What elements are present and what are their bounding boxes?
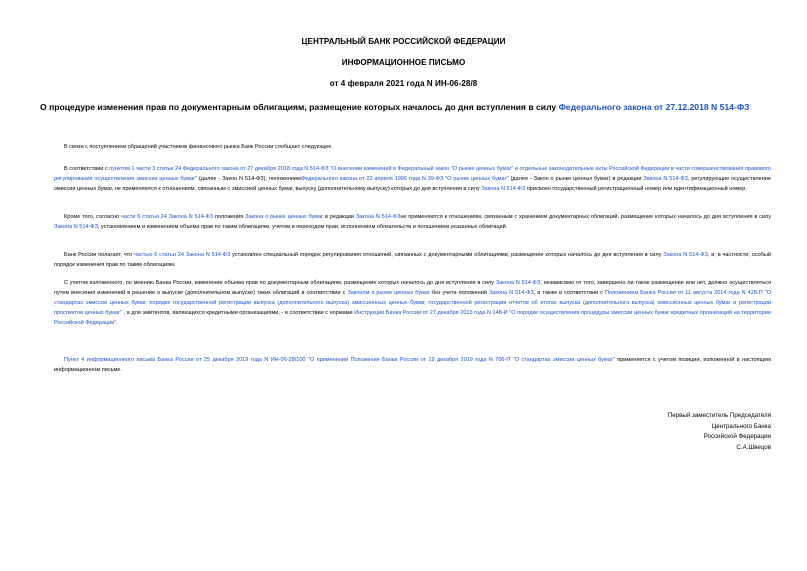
paragraph-3 (54, 251, 771, 271)
paragraph-5 (54, 356, 771, 376)
paragraph-intro-text: В связи с поступлением обращений участников финансового рынка Банк России сообщает следующее. (64, 144, 334, 150)
paragraph-text: установлен специальный порядок регулирования отношений, связанных с документарными облигациями, размещение которых началось до дня вступления в силу (230, 252, 664, 258)
legal-reference-link[interactable]: Закона N 514-ФЗ (643, 175, 688, 182)
legal-reference-link[interactable]: Закона N 514-ФЗ (663, 252, 708, 258)
paragraph-text: в редакции (323, 214, 356, 220)
legal-reference-link[interactable]: Инструкции Банка России от 27 декабря 2013 года N 148-И "О порядке осуществления процедуры эмиссии ценных бумаг кредитных организаций на территории Российской Федерации" (54, 309, 771, 326)
legal-reference-link[interactable]: Закона N 514-ФЗ (488, 289, 534, 296)
paragraph-intro (54, 143, 771, 153)
paragraph-text: присвоен государственный регистрационный номер или идентификационный номер. (525, 185, 747, 192)
paragraph-text: , независимо от того, завершено ли такое размещение или нет, должно осуществляться путем внесения изменений в решение о выпуске (дополнительном выпуске) таких облигаций в соответствии с (54, 280, 771, 296)
legal-reference-link[interactable]: частью 6 статьи 24 Закона N 514-ФЗ (134, 252, 231, 258)
document-date-number: от 4 февраля 2021 года N ИН-06-28/8 (329, 79, 478, 88)
paragraph-text: , а для эмитентов, являющихся кредитными организациями, - в соответствии с нормами (121, 309, 355, 316)
legal-reference-link[interactable]: Закона N 514-ФЗ (495, 280, 541, 286)
issuer-heading: ЦЕНТРАЛЬНЫЙ БАНК РОССИЙСКОЙ ФЕДЕРАЦИИ (301, 37, 506, 46)
legal-reference-link[interactable]: Пункт 4 информационного письма Банка России от 25 декабря 2019 года N ИН-06-28/100 "О применении Положения Банка России от 19 декабря 2019 года N 706-П "О стандартах эмиссии ценных бумаг" (64, 357, 615, 363)
paragraph-text: не применяются к отношениям, связанным с хранением документарных облигаций, размещение которых началось до дня вступления в силу (400, 214, 771, 220)
paragraph-text: Кроме того, согласно (64, 214, 121, 220)
paragraph-text: . (116, 319, 118, 326)
paragraph-text: (далее - Закон N 514-ФЗ), положением (197, 175, 301, 182)
signatory-position: Первый заместитель Председателя (667, 412, 771, 419)
paragraph-text: , регулирующие осуществление эмиссии ценных бумаг, не применяются к отношениям, связанным с эмиссией ценных бумаг, выпуску (дополнительному выпуску) которых до дня вступления в силу (54, 175, 771, 192)
signatory-name: С.А.Швецов (736, 443, 771, 451)
paragraph-4 (54, 279, 771, 329)
legal-reference-link[interactable]: части 6 статьи 24 Закона N 514-ФЗ (120, 214, 214, 220)
paragraph-text: С учетом изложенного, по мнению Банка России, изменение объема прав по документарным облигациям, размещение которых началось до дня вступления в силу (64, 280, 496, 286)
paragraph-text: положения (213, 214, 246, 220)
signature-block (668, 411, 771, 453)
legal-reference-link[interactable]: Закона N 514-ФЗ (481, 185, 526, 192)
paragraph-text: , а также в соответствии с (533, 289, 605, 296)
paragraph-text: Банк России полагает, что (64, 252, 135, 258)
paragraph-text: применяется с учетом позиции, изложенной в настоящем информационном письме. (54, 357, 771, 373)
paragraph-text: , установлением и изменением объема прав по таким облигациям, учетом и переходом прав, исполнением обязательств и погашением указанных облигаций. (97, 223, 508, 230)
paragraph-text: без учета положений (429, 289, 489, 296)
document-title-text: О процедуре изменения прав по документарным облигациям, размещение которых началось до дня вступления в силу (40, 102, 559, 112)
document-title (40, 102, 773, 112)
legal-reference-link[interactable]: Закона N 514-ФЗ (355, 214, 401, 220)
legal-reference-link[interactable]: Закона N 514-ФЗ (54, 223, 98, 230)
paragraph-1 (54, 165, 771, 195)
legal-reference-link[interactable]: Законом о рынке ценных бумаг (347, 289, 430, 296)
legal-reference-link[interactable]: Положением Банка России от 11 августа 2014 года N 428-П "О стандартах эмиссии ценных бумаг, порядке государственной регистрации выпуска (дополнительного выпуска) эмиссионных ценных бумаг, государственной регистрации отчетов об итогах выпуска (дополнительного выпуска) эмиссионных ценных бумаг и регистрации проспектов ценных бумаг" (54, 289, 772, 316)
legal-reference-link[interactable]: Федерального закона от 22 апреля 1996 года N 39-ФЗ "О рынке ценных бумаг" (300, 175, 509, 182)
legal-reference-link[interactable]: Закона о рынке ценных бумаг (245, 214, 324, 220)
document-type-heading: ИНФОРМАЦИОННОЕ ПИСЬМО (341, 58, 466, 67)
paragraph-text: , и, в частности, особый порядок изменения прав по таким облигациям. (54, 252, 772, 268)
signatory-organization: Центрального Банка (711, 422, 771, 430)
paragraph-text: В соответствии с (64, 166, 110, 172)
legal-reference-link[interactable]: пунктом 1 части 3 статьи 24 Федерального закона от 27 декабря 2018 года N 514-ФЗ "О внесении изменений в Федеральный закон "О рынке ценных бумаг" и отдельные законодательные акты Российской Федерации в части совершенствования правового регулирования осуществления эмиссии ценных бумаг" (54, 166, 771, 182)
federal-law-514-link[interactable]: Федерального закона от 27.12.2018 N 514-ФЗ (558, 102, 750, 112)
signatory-country: Российской Федерации (703, 433, 771, 440)
paragraph-text: (далее - Закон о рынке ценных бумаг) в редакции (508, 175, 644, 182)
paragraph-2 (54, 213, 771, 233)
